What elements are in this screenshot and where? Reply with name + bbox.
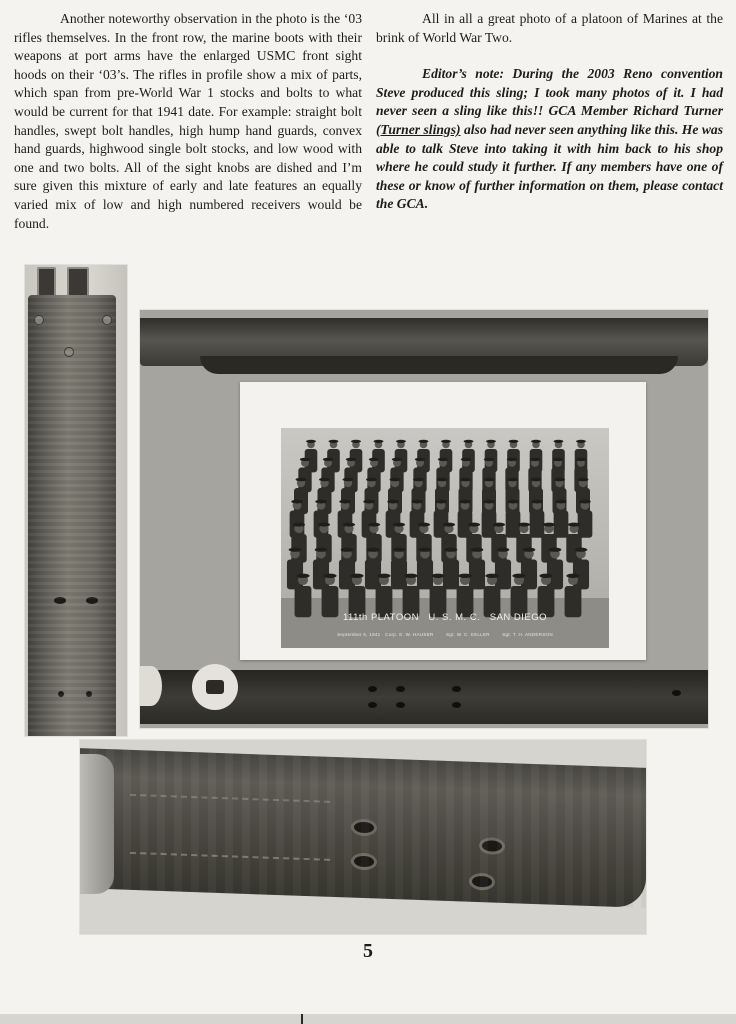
marine-figure xyxy=(440,440,453,473)
marine-figure xyxy=(327,440,340,473)
marine-figure xyxy=(417,440,430,473)
sling-closeup-strap xyxy=(80,748,646,908)
editors-note-text-1: Editor’s note: During the 2003 Reno convention Steve produced this sling; I took many photos of it. I had never seen a sling like this!! GCA Member Richard Turner xyxy=(376,66,723,119)
platoon-date: September 6, 1941 xyxy=(337,632,381,637)
marine-figure xyxy=(485,440,498,473)
marine-figure xyxy=(462,440,475,473)
platoon-caption: 111th PLATOON U. S. M. C. SAN DIEGO xyxy=(342,612,548,623)
sling-top xyxy=(140,318,708,366)
editors-note xyxy=(376,65,723,214)
platoon-credit xyxy=(281,632,609,644)
turner-slings-link[interactable]: (Turner slings) xyxy=(376,121,461,137)
marine-figure xyxy=(395,440,408,473)
marine-figure xyxy=(552,440,565,473)
platoon-credits: Corp. E. W. HAUSER Sgt. W. C. KELLER Sgt. T. H. ANDERSON xyxy=(385,632,553,637)
marine-figure xyxy=(350,440,363,473)
marine-figure xyxy=(575,440,588,473)
page-number: 5 xyxy=(363,940,373,962)
sling-buckle-left xyxy=(140,666,162,706)
left-text-column xyxy=(14,10,362,233)
marine-figure xyxy=(507,440,520,473)
editors-note-text-2: also had never seen anything like this. He was able to talk Steve into taking it with him back to his shop where he could study it further. If any members have one of these or know of further information on them, please contact the GCA. xyxy=(376,121,724,212)
scan-edge xyxy=(0,1014,736,1024)
platoon-photo-display xyxy=(140,310,708,728)
left-paragraph: Another noteworthy observation in the photo is the ‘03 rifles themselves. In the front row, the marine boots with their weapons at port arms have the enlarged USMC front sight hoods on their ‘03’s. The rifles in profile show a mix of parts, which span from pre-World War 1 stocks and bolts to what would be current for that 1941 date. For example: straight bolt handles, swept bolt handles, high hump hand guards, convex hand guards, highwood single bolt stocks, and low wood with one and two bolts. All of the sight knobs are dished and I’m sure given this mixture of early and late features an equally varied mix of low and high numbered receivers would be found. xyxy=(14,11,362,231)
sling-vertical-photo xyxy=(25,265,127,736)
marine-figure xyxy=(530,440,543,473)
marine-figure xyxy=(305,440,318,473)
marine-figure xyxy=(372,440,385,473)
scan-mark xyxy=(301,1014,303,1024)
right-text-column xyxy=(376,10,723,214)
sling-strap xyxy=(28,295,116,736)
right-paragraph: All in all a great photo of a platoon of Marines at the brink of World War Two. xyxy=(376,11,723,45)
platoon-photograph xyxy=(281,428,609,648)
sling-buckle-frog xyxy=(192,664,238,710)
sling-closeup-photo xyxy=(80,740,646,934)
sling-closeup-buckle xyxy=(80,754,114,894)
